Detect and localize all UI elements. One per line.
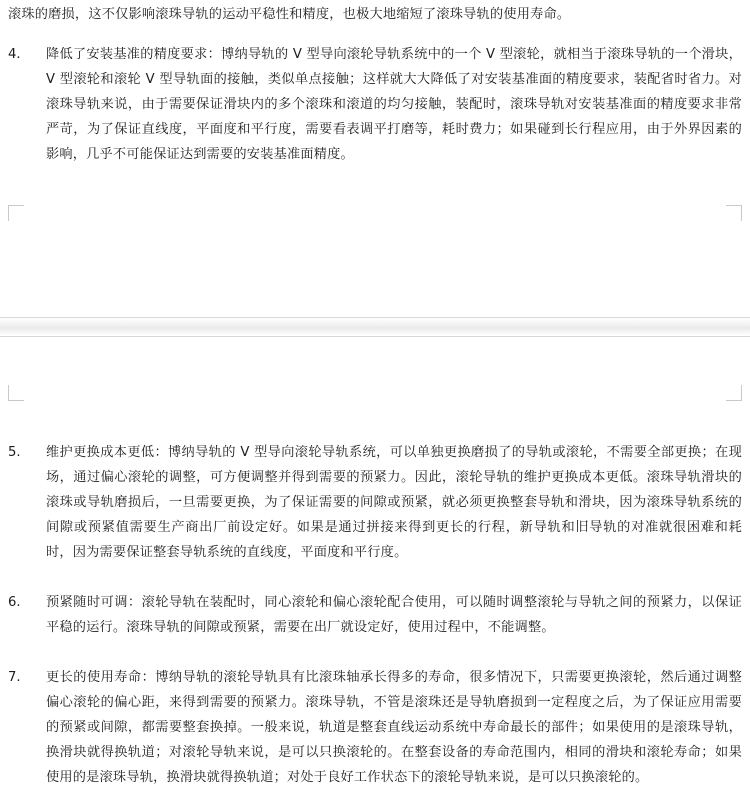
list-item-text: 更长的使用寿命：博纳导轨的滚轮导轨具有比滚珠轴承长得多的寿命，很多情况下，只需要更换滚轮，然后通过调整偏心滚轮的偏心距，来得到需要的预紧力。滚珠导轨，不管是滚珠还是导轨磨损到一定程度之后，为了保证应用需要的预紧或间隙，都需要整套换掉。一般来说，轨道是整套直线运动系统中寿命最长的部件；如果使用的是滚珠导轨，换滑块就得换轨道；对滚轮导轨来说，是可以只换滚轮的。在整套设备的寿命范围内，相同的滑块和滚轮寿命；如果使用的是滚珠导轨，换滑块就得换轨道；对处于良好工作状态下的滚轮导轨来说，是可以只换滚轮的。 [46,670,742,785]
list-item-text: 维护更换成本更低：博纳导轨的 V 型导向滚轮导轨系统，可以单独更换磨损了的导轨或滚轮，不需要全部更换；在现场，通过偏心滚轮的调整，可方便调整并得到需要的预紧力。因此，滚轮导轨的维护更换成本更低。滚珠导轨滑块的滚珠或导轨磨损后，一旦需要更换，为了保证需要的间隙或预紧，就必须更换整套导轨和滑块，因为滚珠导轨系统的间隙或预紧值需要生产商出厂前设定好。如果是通过拼接来得到更长的行程，新导轨和旧导轨的对准就很困难和耗时，因为需要保证整套导轨系统的直线度，平面度和平行度。 [46,445,742,560]
list-item [8,42,742,167]
crop-mark-top-left-page2 [8,385,24,401]
list-item [8,665,742,790]
list-item-text: 预紧随时可调：滚轮导轨在装配时，同心滚轮和偏心滚轮配合使用，可以随时调整滚轮与导轨之间的预紧力，以保证平稳的运行。滚珠导轨的间隙或预紧，需要在出厂就设定好，使用过程中，不能调整。 [46,595,742,635]
list-item-number: 5. [8,445,21,460]
list-item-number: 4. [8,47,21,62]
crop-mark-bottom-left-page1 [8,205,24,221]
list-item [8,440,742,565]
list-item-number: 6. [8,595,21,610]
list-item-text: 降低了安装基准的精度要求：博纳导轨的 V 型导向滚轮导轨系统中的一个 V 型滚轮，就相当于滚珠导轨的一个滑块，V 型滚轮和滚轮 V 型导轨面的接触，类似单点接触；这样就大大降低了对安装基准面的精度要求，装配省时省力。对滚珠导轨来说，由于需要保证滑块内的多个滚珠和滚道的均匀接触，装配时，滚珠导轨对安装基准面的精度要求非常严苛，为了保证直线度，平面度和平行度，需要看表调平打磨等，耗时费力；如果碰到长行程应用，由于外界因素的影响，几乎不可能保证达到需要的安装基准面精度。 [46,47,742,162]
crop-mark-bottom-right-page1 [726,205,742,221]
page-divider-bottom [0,336,750,337]
paragraph-continuation: 滚珠的磨损，这不仅影响滚珠导轨的运动平稳性和精度，也极大地缩短了滚珠导轨的使用寿命。 [8,7,571,22]
list-item-number: 7. [8,670,21,685]
list-item [8,590,742,640]
crop-mark-top-right-page2 [726,385,742,401]
page-gap-band [0,318,750,336]
